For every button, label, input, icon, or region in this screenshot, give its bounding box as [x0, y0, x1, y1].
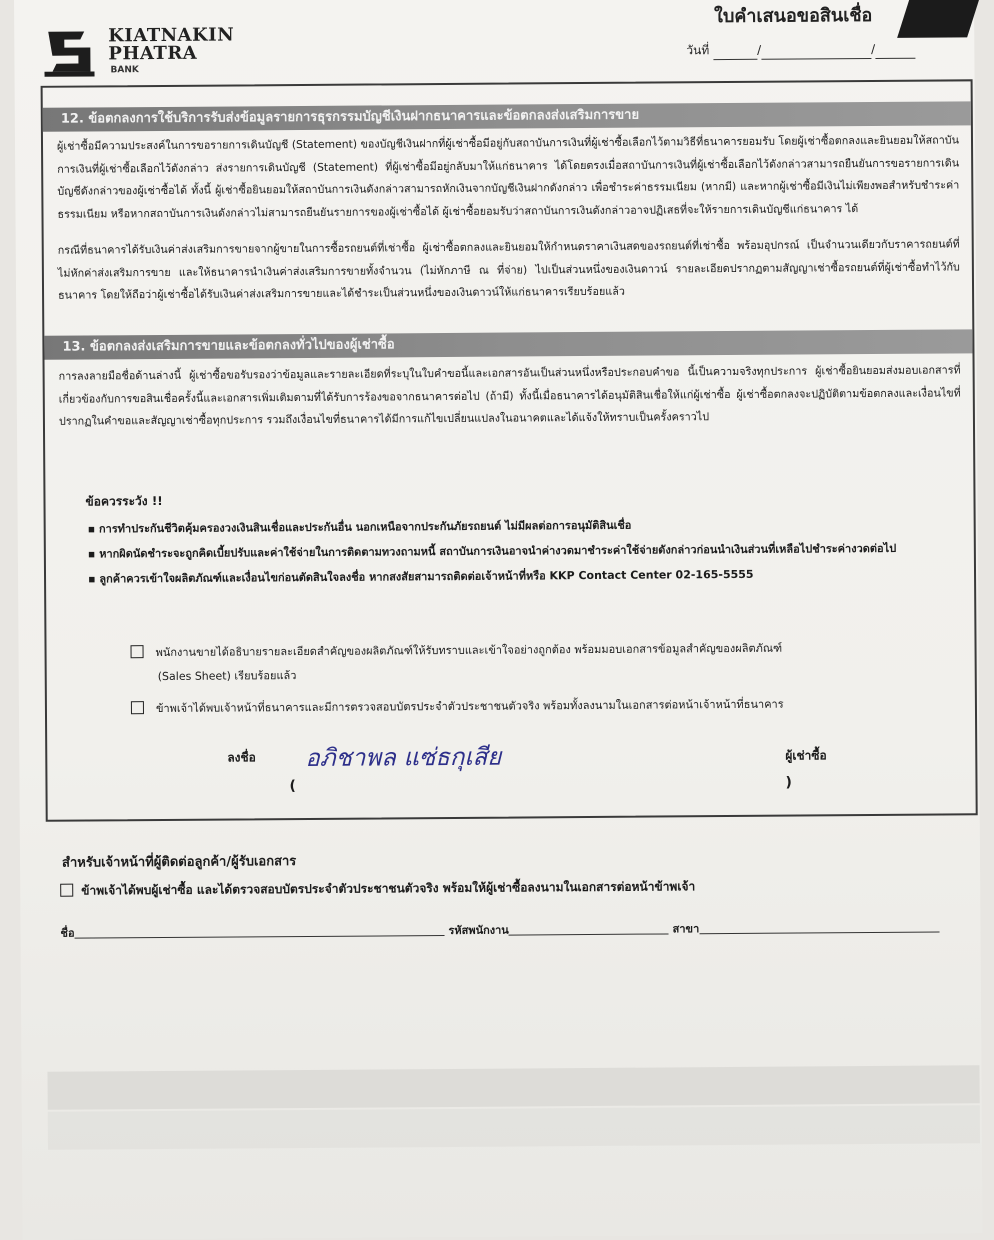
met-bank-staff-checkbox[interactable] [131, 701, 144, 714]
sales-explained-checkbox-row [130, 637, 782, 690]
date-month-field[interactable] [761, 58, 871, 60]
sales-explained-label: พนักงานขายได้อธิบายรายละเอียดสำคัญของผลิตภัณฑ์ให้รับทราบและเข้าใจอย่างถูกต้อง พร้อมมอบเอกสารข้อมูลสำคัญของผลิตภัณฑ์ [155, 641, 783, 660]
bank-name-line1: KIATNAKIN [108, 24, 235, 47]
section-12-header: 12. ข้อตกลงการใช้บริการรับส่งข้อมูลรายการธุรกรรมบัญชีเงินฝากธนาคารและข้อตกลงส่งเสริมการขาย [43, 101, 971, 131]
kkp-logo-icon [44, 25, 102, 77]
section-12-paragraph-1: ผู้เช่าซื้อมีความประสงค์ในการขอรายการเดินบัญชี (Statement) ของบัญชีเงินฝากที่ผู้เช่าซื้อมีอยู่กับสถาบันการเงินที่ผู้เช่าซื้อเลือกไว้ตามวิธีที่ธนาคารยอมรับ โดยผู้เช่าซื้อตกลงและยินยอมให้สถาบันการเงินที่ผู้เช่าซื้อเลือกไว้ดังกล่าว ส่งรายการเดินบัญชี (Statement) ที่ผู้เช่าซื้อมีอยู่กลับมาให้แก่ธนาคาร ได้โดยตรงเมื่อสถาบันการเงินที่ผู้เช่าซื้อเลือกไว้ดังกล่าวสามารถยืนยันการขอรายการเดินบัญชีดังกล่าวของผู้เช่าซื้อได้ ทั้งนี้ ผู้เช่าซื้อยินยอมให้สถาบันการเงินดังกล่าวสามารถหักเงินจากบัญชีเงินฝากดังกล่าว เพื่อชำระค่าธรรมเนียม (หากมี) และหากผู้เช่าซื้อมีเงินไม่เพียงพอสำหรับชำระค่าธรรมเนียม หรือหากสถาบันการเงินดังกล่าวไม่สามารถยืนยันรายการของผู้เช่าซื้อได้ ผู้เช่าซื้อยอมรับว่าสถาบันการเงินดังกล่าวอาจปฏิเสธที่จะให้รายการเดินบัญชีแก่ธนาคาร ได้ [56, 133, 960, 221]
sales-explained-checkbox[interactable] [131, 645, 144, 658]
warning-title: ข้อควรระวัง !! [85, 493, 163, 509]
signature-label: ลงชื่อ [227, 750, 256, 765]
staff-name-field[interactable] [75, 923, 445, 939]
met-bank-staff-label: ข้าพเจ้าได้พบเจ้าหน้าที่ธนาคารและมีการตรวจสอบบัตรประจำตัวประชาชนตัวจริง พร้อมทั้งลงนามในเอกสารต่อหน้าเจ้าหน้าที่ธนาคาร [155, 697, 784, 716]
signature-paren-open: ( [289, 778, 296, 795]
form-title: ใบคำเสนอขอสินเชื่อ [714, 5, 873, 28]
staff-verify-label: ข้าพเจ้าได้พบผู้เช่าซื้อ และได้ตรวจสอบบัตรประจำตัวประชาชนตัวจริง พร้อมให้ผู้เช่าซื้อลงนามในเอกสารต่อหน้าข้าพเจ้า [81, 879, 696, 898]
staff-verify-checkbox[interactable] [60, 884, 73, 897]
sales-explained-label-cont: (Sales Sheet) เรียบร้อยแล้ว [157, 669, 297, 684]
employee-id-field[interactable] [509, 921, 669, 935]
employee-id-label: รหัสพนักงาน [448, 923, 509, 937]
date-label: วันที่ [686, 43, 710, 58]
date-sep-1: / [757, 42, 762, 57]
warning-item: ▪ หากผิดนัดชำระจะถูกคิดเบี้ยปรับและค่าใช้จ่ายในการติดตามทวงถามหนี้ สถาบันการเงินอาจนำค่างวดมาชำระค่าใช้จ่ายดังกล่าวก่อนนำเงินส่วนที่เหลือไปชำระค่างวดต่อไป [86, 535, 954, 566]
staff-section-title: สำหรับเจ้าหน้าที่ผู้ติดต่อลูกค้า/ผู้รับเอกสาร [61, 854, 297, 871]
form-page [14, 0, 983, 1240]
section-13-paragraph-1: การลงลายมือชื่อด้านล่างนี้ ผู้เช่าซื้อขอรับรองว่าข้อมูลและรายละเอียดที่ระบุในใบคำขอนี้และเอกสารอันเป็นส่วนหนึ่งหรือประกอบคำขอ นี้เป็นความจริงทุกประการ ผู้เช่าซื้อยินยอมส่งมอบเอกสารที่เกี่ยวข้องกับการขอสินเชื่อครั้งนี้และเอกสารเพิ่มเติมตามที่ได้รับการร้องขอจากธนาคารต่อไป (ถ้ามี) ทั้งนี้เมื่อธนาคารได้อนุมัติสินเชื่อให้แก่ผู้เช่าซื้อ ผู้เช่าซื้อตกลงจะปฏิบัติตามข้อตกลงและเงื่อนไขที่ปรากฏในคำขอและสัญญาเช่าซื้อทุกประการ รวมถึงเงื่อนไขที่ธนาคารได้มีการแก้ไขเปลี่ยนแปลงในอนาคตและได้แจ้งให้ทราบเป็นครั้งคราวไป [58, 363, 961, 428]
met-bank-staff-checkbox-row [131, 693, 784, 722]
terms-section-box [41, 79, 978, 821]
branch-label: สาขา [672, 922, 700, 936]
signature-role: ผู้เช่าซื้อ [785, 748, 827, 763]
bleed-through-band [48, 1105, 980, 1150]
section-13-header: 13. ข้อตกลงส่งเสริมการขายและข้อตกลงทั่วไปของผู้เช่าซื้อ [44, 329, 972, 359]
page-corner-shadow [897, 0, 981, 38]
warning-item: ▪ การทำประกันชีวิตคุ้มครองวงเงินสินเชื่อและประกันอื่น นอกเหนือจากประกันภัยรถยนต์ ไม่มีผลต่อการอนุมัติสินเชื่อ [86, 510, 954, 541]
bank-name-line2: PHATRA [108, 42, 198, 65]
date-year-field[interactable] [875, 58, 915, 59]
date-row [686, 40, 915, 61]
branch-field[interactable] [699, 920, 939, 935]
staff-verify-row [60, 877, 695, 900]
section-12-paragraph-2: กรณีที่ธนาคารได้รับเงินค่าส่งเสริมการขายจากผู้ขายในการซื้อรถยนต์ที่เช่าซื้อ ผู้เช่าซื้อตกลงและยินยอมให้กำหนดราคาเงินสดของรถยนต์ที่เช่าซื้อ พร้อมอุปกรณ์ เป็นจำนวนเดียวกับราคารถยนต์ที่ไม่หักค่าส่งเสริมการขาย และให้ธนาคารนำเงินค่าส่งเสริมการขายทั้งจำนวน (ไม่หักภาษี ณ ที่จ่าย) ไปเป็นส่วนหนึ่งของเงินดาวน์ รายละเอียดปรากฏตามสัญญาเช่าซื้อรถยนต์ที่ผู้เช่าซื้อทำไว้กับธนาคาร โดยให้ถือว่าผู้เช่าซื้อได้รับเงินค่าส่งเสริมการขายและได้ชำระเป็นส่วนหนึ่งของเงินดาวน์ให้แก่ธนาคารเรียบร้อยแล้ว [57, 237, 960, 302]
date-sep-2: / [871, 41, 876, 57]
staff-name-label: ชื่อ [60, 926, 75, 940]
handwritten-signature: อภิชาพล แซ่ธกุเสีย [305, 742, 502, 772]
date-day-field[interactable] [713, 59, 757, 60]
warning-block [85, 483, 954, 591]
bleed-through-band [47, 1065, 979, 1110]
bank-name-line3: BANK [110, 65, 139, 76]
signature-paren-close: ) [785, 774, 792, 791]
bank-logo [44, 24, 294, 80]
staff-fields-row [60, 917, 980, 941]
warning-item: ▪ ลูกค้าควรเข้าใจผลิตภัณฑ์และเงื่อนไขก่อนตัดสินใจลงชื่อ หากสงสัยสามารถติดต่อเจ้าหน้าที่หรือ KKP Contact Center 02-165-5555 [86, 560, 954, 591]
